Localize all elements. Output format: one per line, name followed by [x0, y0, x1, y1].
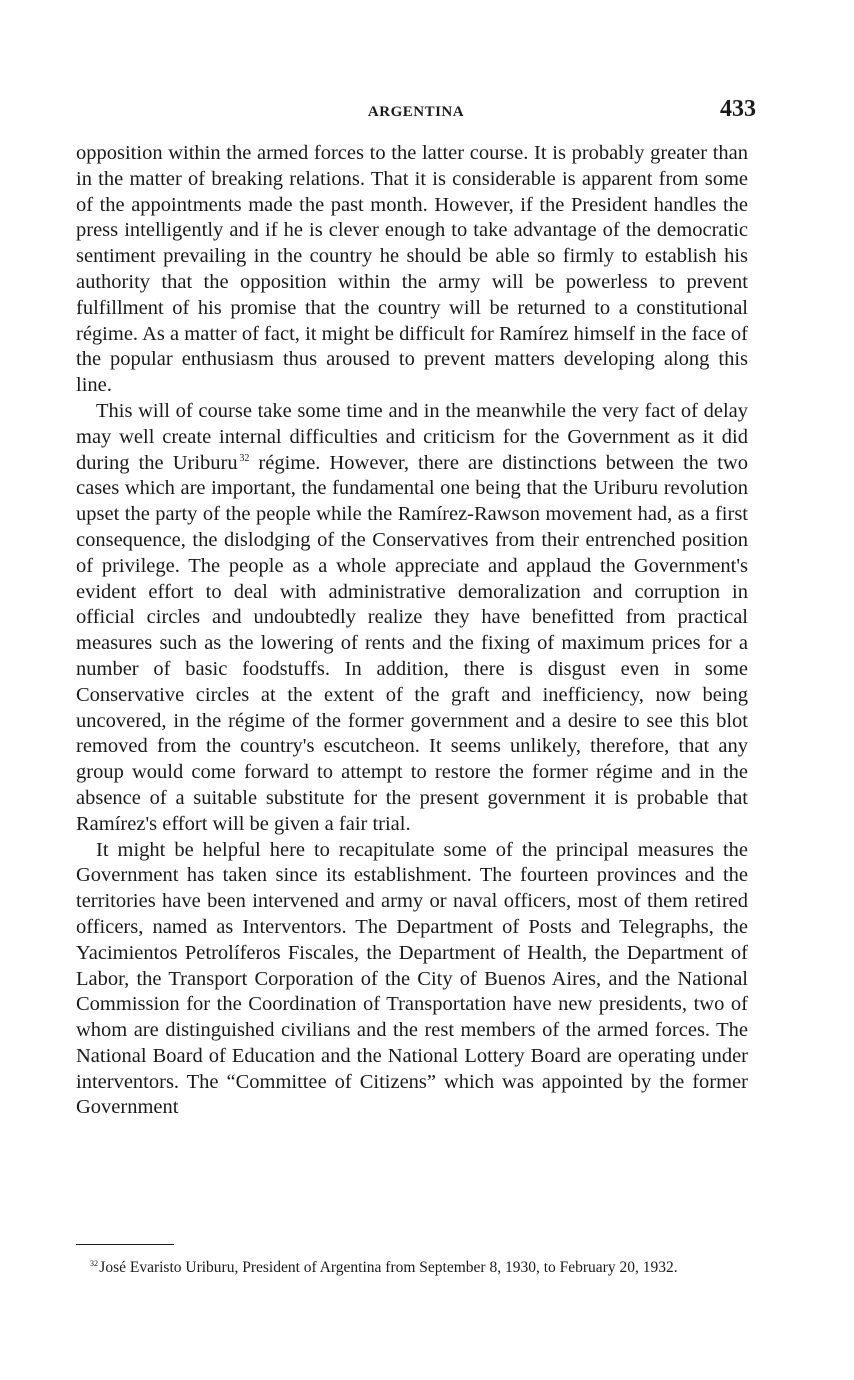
footnote-reference: 32	[239, 452, 250, 464]
footnote-divider	[76, 1244, 174, 1245]
footnote-body: José Evaristo Uriburu, President of Argentina from September 8, 1930, to February 20, 1932.	[99, 1259, 678, 1276]
footnote	[76, 1259, 748, 1276]
running-head	[76, 96, 756, 128]
paragraph: opposition within the armed forces to the latter course. It is probably greater than in the matter of breaking relations. That it is considerable is apparent from some of the appointments made the past month. However, if the President handles the press intelligently and if he is clever enough to take advantage of the democratic sentiment prevailing in the country he should be able so firmly to establish his authority that the opposition within the army will be powerless to prevent fulfillment of his promise that the country will be returned to a constitutional régime. As a matter of fact, it might be difficult for Ramírez himself in the face of the popular enthusiasm thus aroused to prevent matters developing along this line.	[76, 142, 748, 397]
paragraph-text: This will of course take some time and in the meanwhile the very fact of delay may well create internal difficulties and criticism for the Government as it did during the Uriburu	[76, 399, 748, 474]
paragraph	[76, 399, 748, 838]
running-title: ARGENTINA	[367, 104, 465, 120]
paragraph: It might be helpful here to recapitulate some of the principal measures the Government has taken since its establishment. The fourteen provinces and the territories have been intervened and army or naval officers, most of them retired officers, named as Interventors. The Department of Posts and Telegraphs, the Yacimientos Petrolíferos Fiscales, the Department of Health, the Department of Labor, the Transport Corporation of the City of Buenos Aires, and the National Commission for the Coordination of Transportation have new presidents, two of whom are distinguished civilians and the rest members of the armed forces. The National Board of Education and the National Lottery Board are operating under interventors. The “Committee of Citizens” which was appointed by the former Government	[76, 838, 748, 1119]
footnote-text	[76, 1259, 748, 1276]
paragraph-text: régime. However, there are distinctions between the two cases which are important, the fundamental one being that the Uriburu revolution upset the party of the people while the Ramírez-Rawson movement had, as a first consequence, the dislodging of the Conservatives from their entrenched position of privilege. The people as a whole appreciate and applaud the Government's evident effort to deal with administrative demoralization and corruption in official circles and undoubtedly realize they have benefitted from practical measures such as the lowering of rents and the fixing of maximum prices for a number of basic foodstuffs. In addition, there is disgust even in some Conservative circles at the extent of the graft and inefficiency, now being uncovered, in the régime of the former government and a desire to see this blot removed from the country's escutcheon. It seems unlikely, therefore, that any group would come forward to attempt to restore the former régime and in the absence of a suitable substitute for the present government it is probable that Ramírez's effort will be given a fair trial.	[76, 451, 748, 835]
page-number: 433	[720, 96, 756, 122]
body-text	[76, 141, 748, 1121]
footnote-marker: 32	[90, 1259, 98, 1268]
